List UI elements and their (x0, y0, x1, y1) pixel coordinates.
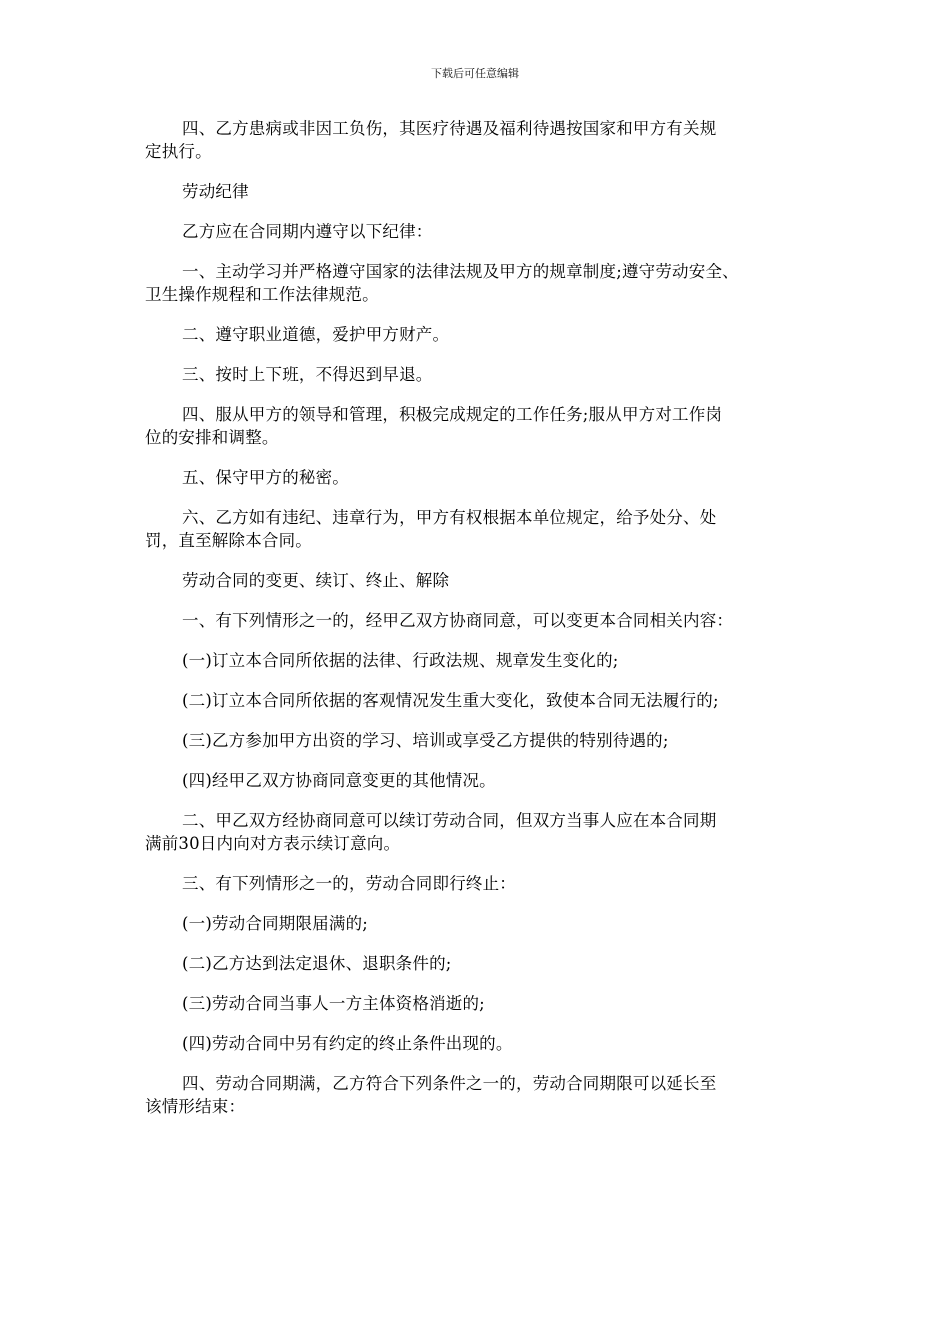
paragraph: 四、乙方患病或非因工负伤，其医疗待遇及福利待遇按国家和甲方有关规 定执行。 (145, 119, 717, 161)
paragraph: (四)劳动合同中另有约定的终止条件出现的。 (182, 1034, 513, 1053)
page-header: 下载后可任意编辑 (431, 67, 519, 80)
document-body (145, 117, 817, 1135)
paragraph: (三)劳动合同当事人一方主体资格消逝的; (182, 994, 485, 1013)
paragraph: 乙方应在合同期内遵守以下纪律： (182, 222, 433, 241)
paragraph: (一)订立本合同所依据的法律、行政法规、规章发生变化的; (182, 651, 619, 670)
paragraph: 四、服从甲方的领导和管理，积极完成规定的工作任务;服从甲方对工作岗 位的安排和调整。 (145, 405, 723, 447)
paragraph: 一、有下列情形之一的，经甲乙双方协商同意，可以变更本合同相关内容： (182, 611, 734, 630)
paragraph: 五、保守甲方的秘密。 (182, 468, 349, 487)
paragraph: 二、遵守职业道德，爱护甲方财产。 (182, 325, 450, 344)
paragraph: 四、劳动合同期满，乙方符合下列条件之一的，劳动合同期限可以延长至 该情形结束： (145, 1074, 717, 1116)
paragraph: 三、有下列情形之一的，劳动合同即行终止： (182, 874, 516, 893)
paragraph: (三)乙方参加甲方出资的学习、培训或享受乙方提供的特别待遇的; (182, 731, 669, 750)
paragraph: 六、乙方如有违纪、违章行为，甲方有权根据本单位规定，给予处分、处 罚，直至解除本合同。 (145, 508, 717, 550)
paragraph: (二)乙方达到法定退休、退职条件的; (182, 954, 452, 973)
paragraph: 二、甲乙双方经协商同意可以续订劳动合同，但双方当事人应在本合同期 满前30日内向对方表示续订意向。 (145, 811, 717, 853)
section-heading-labor-discipline: 劳动纪律 (182, 182, 249, 201)
paragraph: (二)订立本合同所依据的客观情况发生重大变化，致使本合同无法履行的; (182, 691, 719, 710)
paragraph: 三、按时上下班，不得迟到早退。 (182, 365, 433, 384)
paragraph: (一)劳动合同期限届满的; (182, 914, 369, 933)
section-heading-contract-changes: 劳动合同的变更、续订、终止、解除 (182, 571, 450, 590)
paragraph: (四)经甲乙双方协商同意变更的其他情况。 (182, 771, 496, 790)
paragraph: 一、主动学习并严格遵守国家的法律法规及甲方的规章制度;遵守劳动安全、 卫生操作规程和工作法律规范。 (145, 262, 739, 304)
